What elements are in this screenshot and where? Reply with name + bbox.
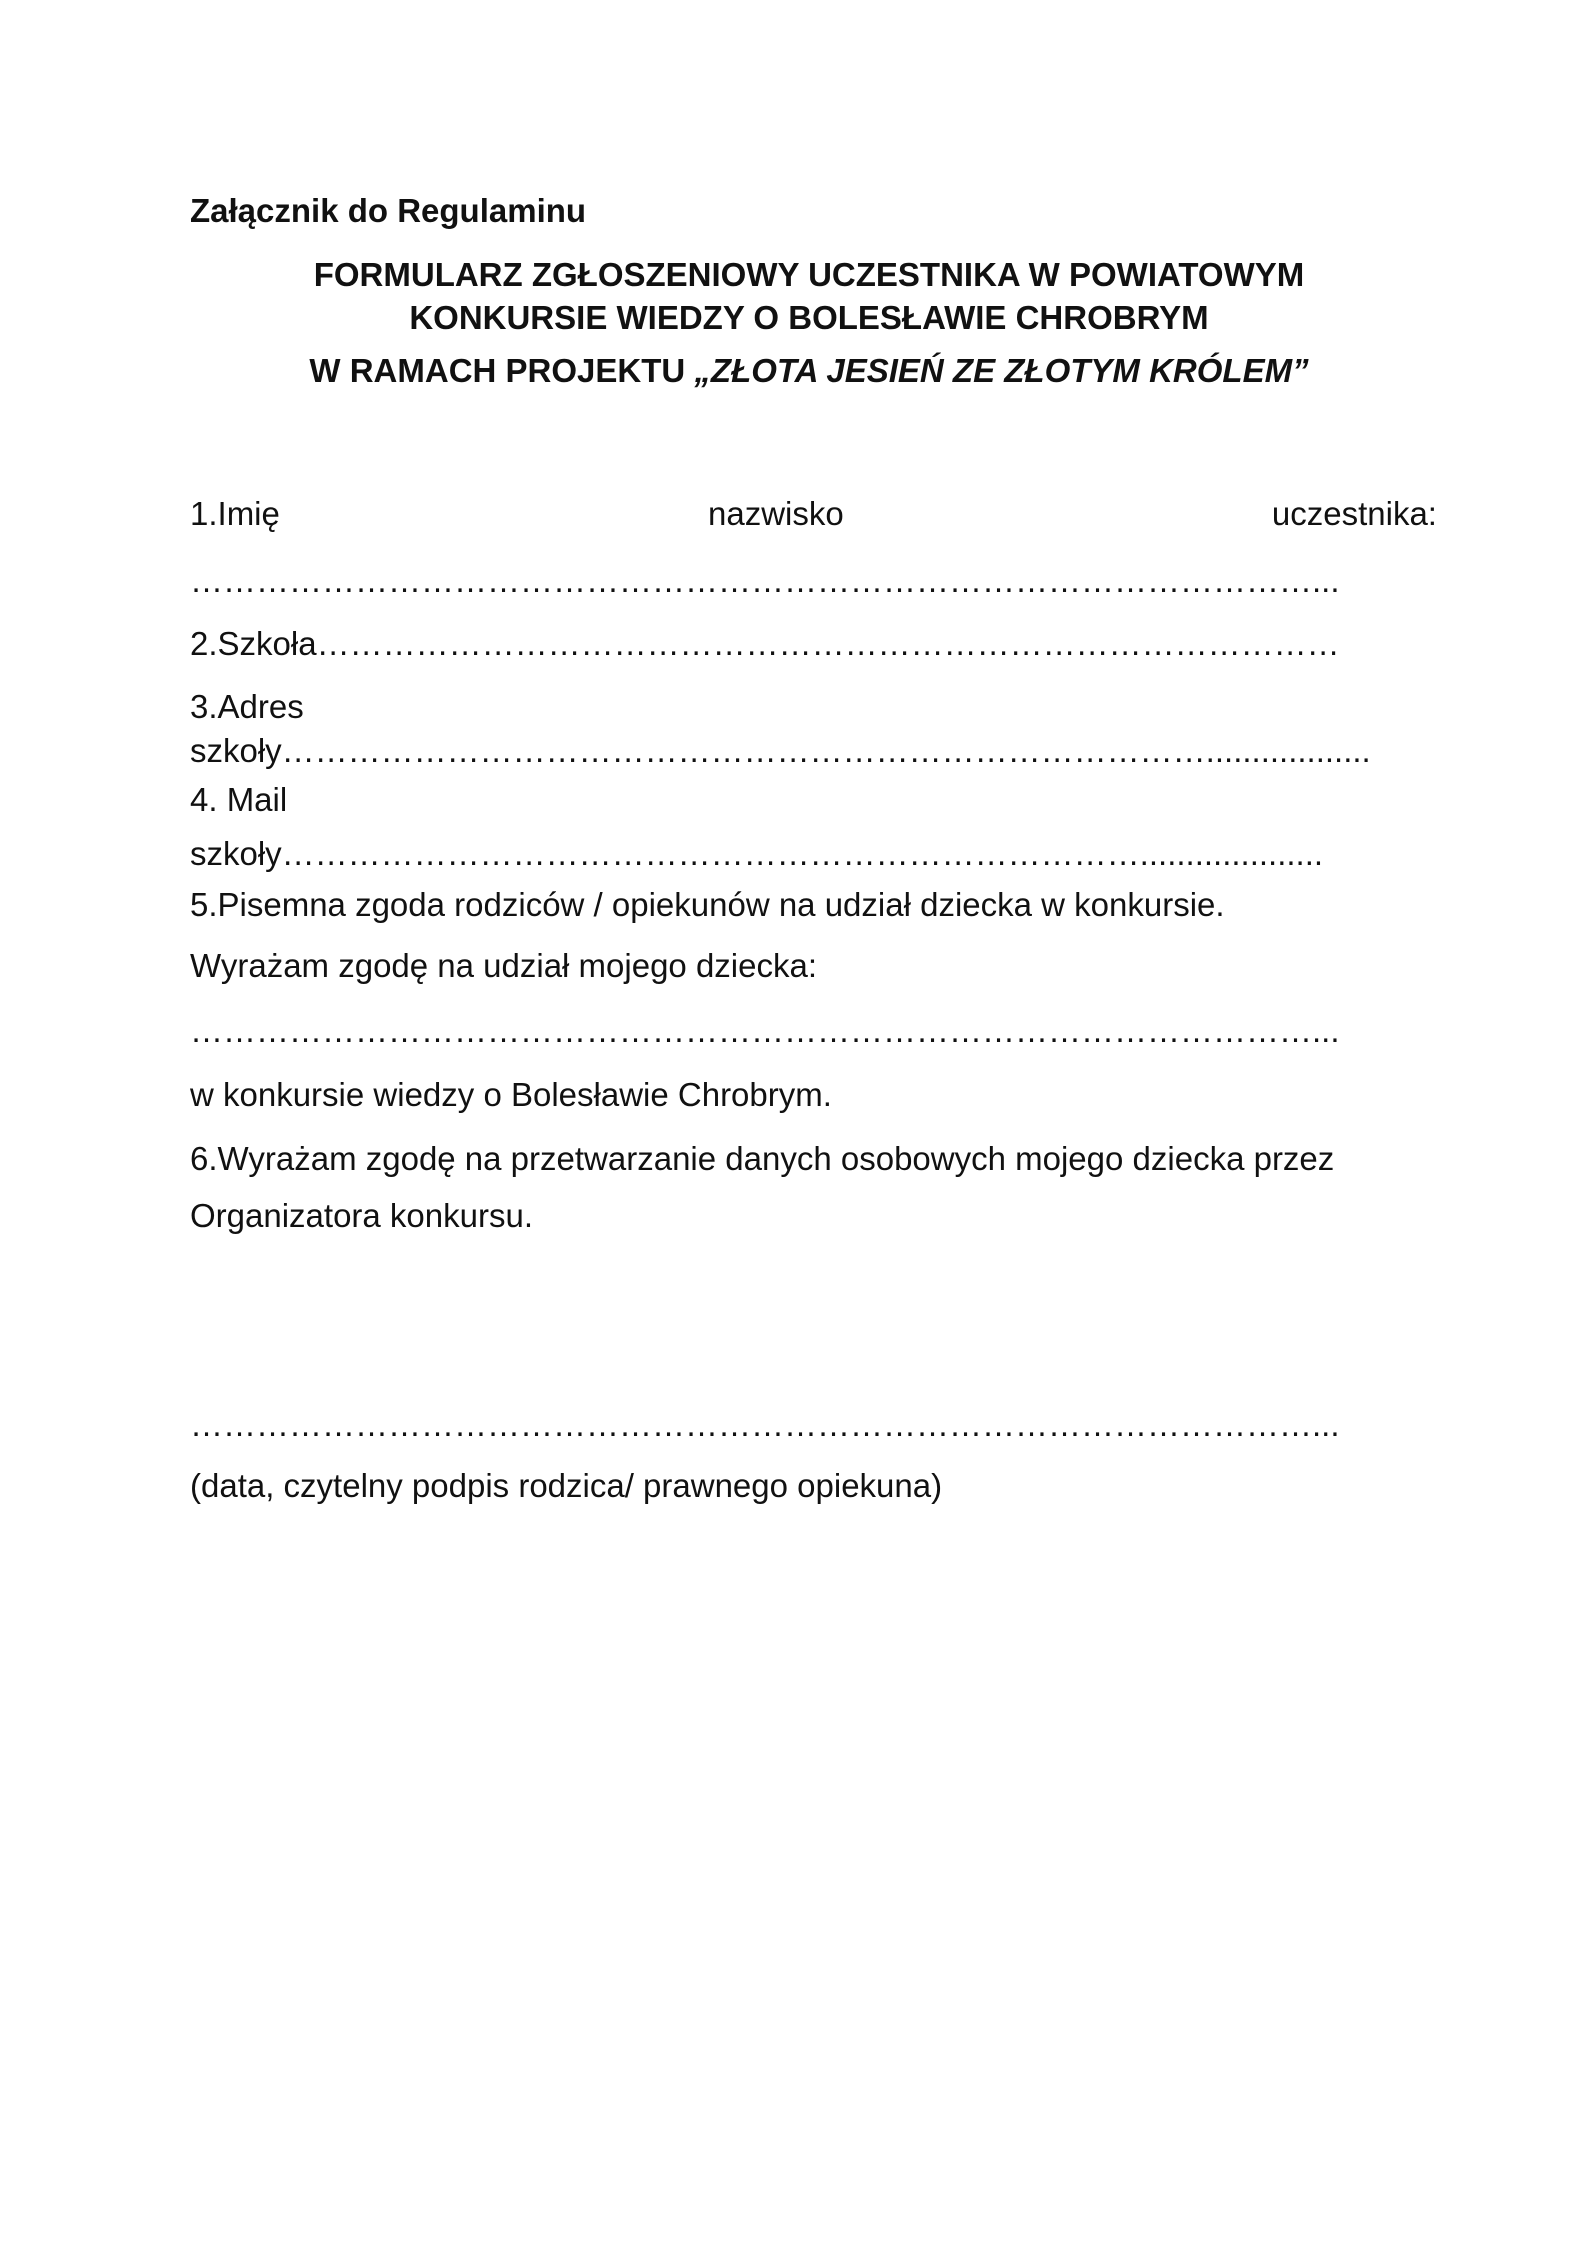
signature-fill[interactable]: …………………………………………………………………………………………... bbox=[190, 1406, 1340, 1443]
school-field[interactable]: 2.Szkoła………………………………………………………………………………… bbox=[190, 625, 1340, 662]
participant-name-fill[interactable]: …………………………………………………………………………………………... bbox=[190, 562, 1340, 599]
school-mail-label: 4. Mail bbox=[190, 781, 288, 818]
child-name-fill[interactable]: …………………………………………………………………………………………... bbox=[190, 1012, 1340, 1049]
form-title-line-2: KONKURSIE WIEDZY O BOLESŁAWIE CHROBRYM bbox=[409, 299, 1209, 336]
participant-label-first-name: 1.Imię bbox=[190, 495, 280, 532]
school-mail-field[interactable]: szkoły…………………………………………………………………….................... bbox=[190, 835, 1324, 872]
form-title-line-3 bbox=[190, 351, 1428, 391]
signature-caption: (data, czytelny podpis rodzica/ prawnego opiekuna) bbox=[190, 1467, 943, 1504]
school-address-field[interactable]: szkoły………………………………………………………………………….................. bbox=[190, 732, 1371, 769]
participant-name-label bbox=[190, 494, 1437, 534]
project-prefix: W RAMACH PROJEKTU bbox=[309, 352, 695, 389]
participant-label-surname: nazwisko bbox=[708, 495, 844, 532]
form-title-line-1: FORMULARZ ZGŁOSZENIOWY UCZESTNIKA W POWIATOWYM bbox=[313, 256, 1305, 293]
parent-consent-heading: 5.Pisemna zgoda rodziców / opiekunów na udział dziecka w konkursie. bbox=[190, 886, 1225, 923]
data-consent-line-1: 6.Wyrażam zgodę na przetwarzanie danych osobowych mojego dziecka przez bbox=[190, 1140, 1335, 1177]
school-address-label: 3.Adres bbox=[190, 688, 304, 725]
contest-text: w konkursie wiedzy o Bolesławie Chrobrym. bbox=[190, 1076, 832, 1113]
consent-statement: Wyrażam zgodę na udział mojego dziecka: bbox=[190, 947, 818, 984]
data-consent-line-2: Organizatora konkursu. bbox=[190, 1197, 534, 1234]
annex-label: Załącznik do Regulaminu bbox=[190, 192, 587, 229]
project-name: „ZŁOTA JESIEŃ ZE ZŁOTYM KRÓLEM” bbox=[694, 352, 1309, 389]
participant-label-participant: uczestnika: bbox=[1271, 495, 1437, 532]
